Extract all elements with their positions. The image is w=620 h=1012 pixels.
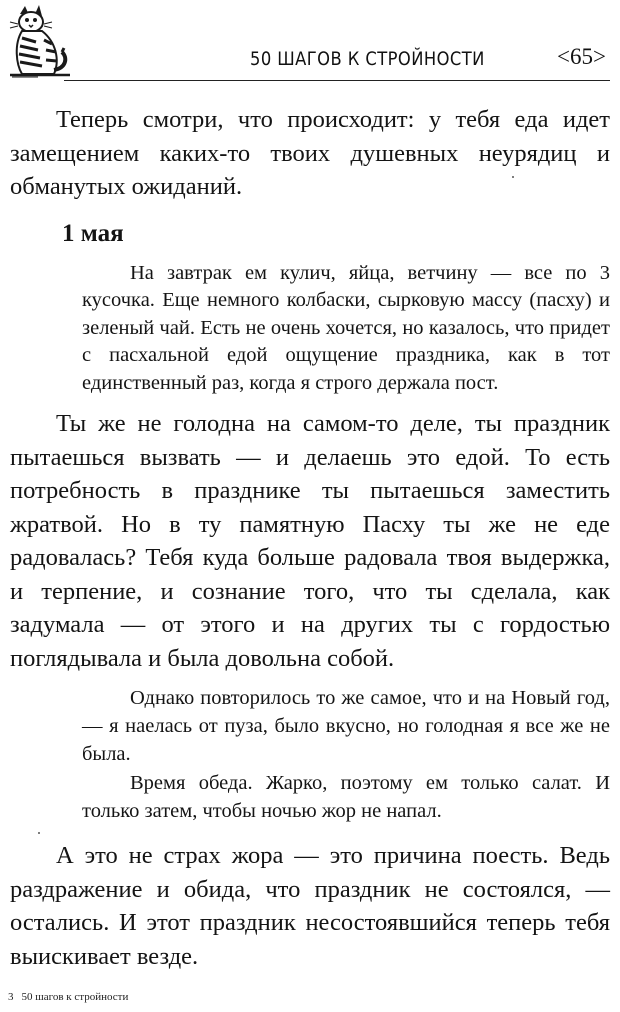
paragraph-holiday: Ты же не голодна на самом-то деле, ты праздник пытаешься вызвать — и делаешь это едой. То есть потребность в празднике ты пытаешься заместить жратвой. Но в ту памятную Пасху ты же не еде радовалась? Тебя куда больше радовала твоя выдержка, и терпение, и сознание того, что ты сделала, как задумала — от этого и на других ты с гордостью поглядывала и была довольна собой. — [10, 410, 610, 672]
diary-entry-new-year: Однако повторилось то же самое, что и на Новый год, — я наелась от пуза, было вкусно, но голодная я все же не была. — [82, 687, 610, 765]
scan-speck — [512, 176, 514, 178]
paragraph-conclusion: А это не страх жора — это причина поесть. Ведь раздражение и обида, что праздник не состоялся, — остались. И этот праздник несостоявшийся теперь тебя выискивает везде. — [10, 842, 610, 970]
date-heading: 1 мая — [62, 219, 124, 247]
footer-book-title: 50 шагов к стройности — [21, 991, 129, 1003]
cat-drawing-icon — [8, 4, 72, 78]
diary-entry-lunch: Время обеда. Жарко, поэтому ем только салат. И только затем, чтобы ночью жор не напал. — [82, 772, 610, 822]
page-header — [0, 0, 620, 86]
page-footer — [8, 991, 128, 1003]
footer-number: 3 — [8, 991, 14, 1003]
page-content — [10, 103, 610, 973]
diary-entry-breakfast: На завтрак ем кулич, яйца, ветчину — все по 3 кусочка. Еще немного колбаски, сырковую массу (пасху) и зеленый чай. Есть не очень хочется, но казалось, что придет с пасхальной едой ощущение праздника, как в тот единственный раз, когда я строго держала пост. — [82, 261, 610, 394]
header-rule — [64, 80, 610, 81]
paragraph-intro: Теперь смотри, что происходит: у тебя еда идет замещением каких-то твоих душевных неурядиц и обманутых ожиданий. — [10, 106, 610, 200]
scan-speck — [38, 832, 40, 834]
page-number: <65> — [557, 44, 606, 69]
running-title: 50 ШАГОВ К СТРОЙНОСТИ — [250, 48, 485, 70]
